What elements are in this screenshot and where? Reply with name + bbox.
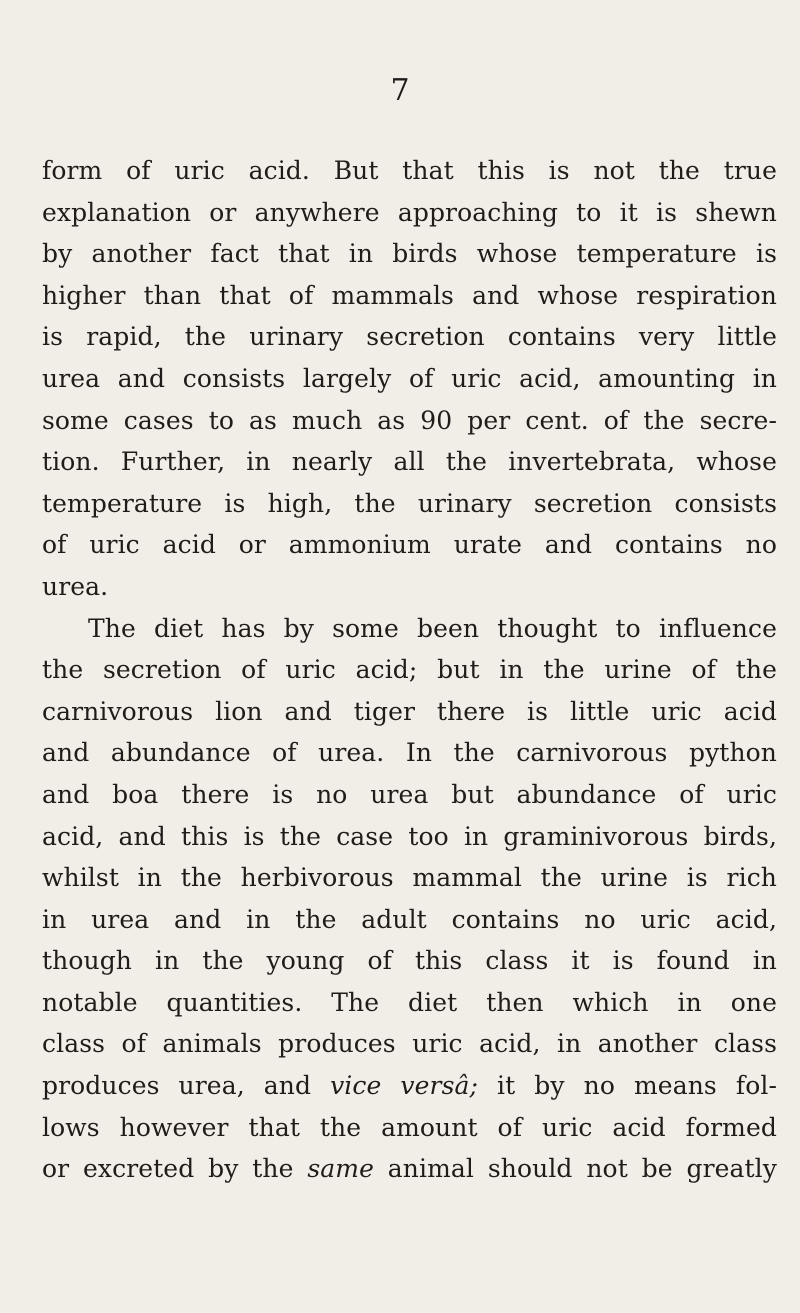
text-line: urea and consists largely of uric acid, amounting in: [42, 363, 777, 393]
text-run: it by no means fol-: [478, 1071, 777, 1101]
text-line: temperature is high, the urinary secretion consists: [42, 488, 777, 518]
text-line: higher than that of mammals and whose respiration: [42, 280, 777, 310]
text-line: and boa there is no urea but abundance of uric: [42, 779, 777, 809]
text-line: class of animals produces uric acid, in another class: [42, 1029, 777, 1059]
text-run: or excreted by the: [42, 1154, 308, 1184]
text-line: notable quantities. The diet then which in one: [42, 987, 777, 1017]
text-line-same: [42, 1148, 777, 1190]
text-line: by another fact that in birds whose temperature is: [42, 239, 777, 269]
body-text: [42, 150, 777, 1190]
text-line: form of uric acid. But that this is not the true: [42, 156, 777, 185]
text-line: The diet has by some been thought to influence: [88, 613, 777, 643]
italic-text: same: [307, 1154, 374, 1184]
text-line: is rapid, the urinary secretion contains very little: [42, 322, 777, 352]
text-line: whilst in the herbivorous mammal the urine is rich: [42, 863, 777, 893]
italic-text: vice versâ;: [330, 1071, 479, 1101]
text-line-vice-versa: [42, 1065, 777, 1107]
text-line: carnivorous lion and tiger there is little uric acid: [42, 696, 777, 726]
text-line: in urea and in the adult contains no uric acid,: [42, 904, 777, 934]
page-number: 7: [390, 73, 410, 108]
text-line: tion. Further, in nearly all the invertebrata, whose: [42, 447, 777, 477]
text-line: and abundance of urea. In the carnivorous python: [42, 738, 777, 768]
text-line: though in the young of this class it is found in: [42, 946, 777, 976]
text-line: of uric acid or ammonium urate and contains no: [42, 530, 777, 560]
text-line: explanation or anywhere approaching to it is shewn: [42, 197, 777, 227]
text-line: lows however that the amount of uric acid formed: [42, 1112, 777, 1142]
text-line: urea.: [42, 571, 109, 601]
text-run: animal should not be greatly: [373, 1154, 777, 1184]
text-line: acid, and this is the case too in graminivorous birds,: [42, 821, 777, 851]
text-line: the secretion of uric acid; but in the urine of the: [42, 655, 777, 685]
text-line: some cases to as much as 90 per cent. of the secre-: [42, 405, 777, 435]
text-run: produces urea, and: [42, 1071, 331, 1101]
